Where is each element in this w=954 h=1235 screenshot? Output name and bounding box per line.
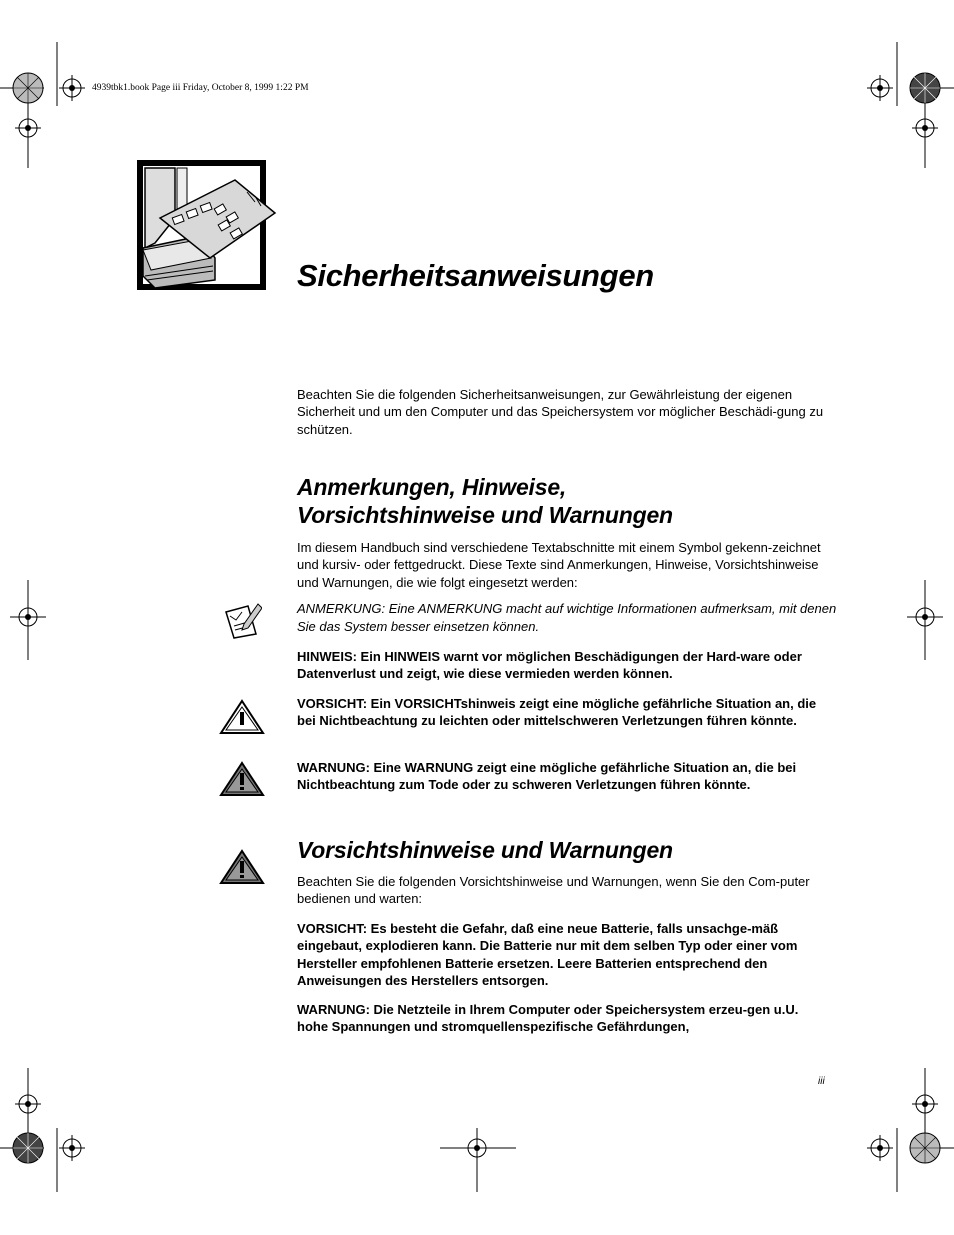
caution-triangle-icon	[219, 699, 265, 735]
page-title: Sicherheitsanweisungen	[297, 258, 654, 293]
warning-triangle-icon	[219, 849, 265, 885]
section-heading-1-line2: Vorsichtshinweise und Warnungen	[297, 502, 673, 528]
section-heading-1	[297, 473, 857, 529]
warning-text: WARNUNG: Eine WARNUNG zeigt eine mögliche gefährliche Situation an, die bei Nichtbeachtung zum Tode oder zu schweren Verletzungen führen könnte.	[297, 760, 797, 793]
caution-text: VORSICHT: Ein VORSICHTshinweis zeigt eine mögliche gefährliche Situation an, die bei Nichtbeachtung zu leichten oder mittelschweren Verletzungen führen könnte.	[297, 696, 817, 729]
intro-paragraph: Beachten Sie die folgenden Sicherheitsanweisungen, zur Gewährleistung der eigenen Sicherheit und um den Computer und das Speichersystem vor möglicher Beschädi-gung zu schützen.	[297, 387, 824, 437]
section2-intro: Beachten Sie die folgenden Vorsichtshinweise und Warnungen, wenn Sie den Com-puter bedienen und warten:	[297, 874, 810, 907]
section-heading-2: Vorsichtshinweise und Warnungen	[297, 837, 673, 863]
section1-intro: Im diesem Handbuch sind verschiedene Textabschnitte mit einem Symbol gekenn-zeichnet und kursiv- oder fettgedruckt. Diese Texte sind Anmerkungen, Hinweise, Vorsichtshinweise und Warnungen, die wie folgt eingesetzt werden:	[297, 540, 821, 590]
page-number: iii	[818, 1076, 825, 1087]
notice-text: HINWEIS: Ein HINWEIS warnt vor möglichen Beschädigungen der Hard-ware oder Datenverlust und zeigt, wie diese vermieden werden können.	[297, 649, 802, 682]
warning-triangle-icon	[219, 761, 265, 797]
note-pencil-icon	[222, 600, 262, 640]
note-text: ANMERKUNG: Eine ANMERKUNG macht auf wichtige Informationen aufmerksam, mit denen Sie das System besser einsetzen können.	[297, 601, 837, 634]
chapter-illustration	[135, 158, 280, 292]
battery-caution-text: VORSICHT: Es besteht die Gefahr, daß eine neue Batterie, falls unsachge-mäß eingebaut, explodieren kann. Die Batterie nur mit dem selben Typ oder einer vom Hersteller empfohlenen Batterie ersetzen. Leere Batterien entsprechend den Anweisungen des Herstellers entsorgen.	[297, 921, 798, 988]
section-heading-1-line1: Anmerkungen, Hinweise,	[297, 474, 567, 500]
power-warning-text: WARNUNG: Die Netzteile in Ihrem Computer oder Speichersystem erzeu-gen u.U. hohe Spannungen und stromquellenspezifische Gefährdungen,	[297, 1002, 799, 1035]
print-header: 4939tbk1.book Page iii Friday, October 8, 1999 1:22 PM	[92, 83, 309, 93]
